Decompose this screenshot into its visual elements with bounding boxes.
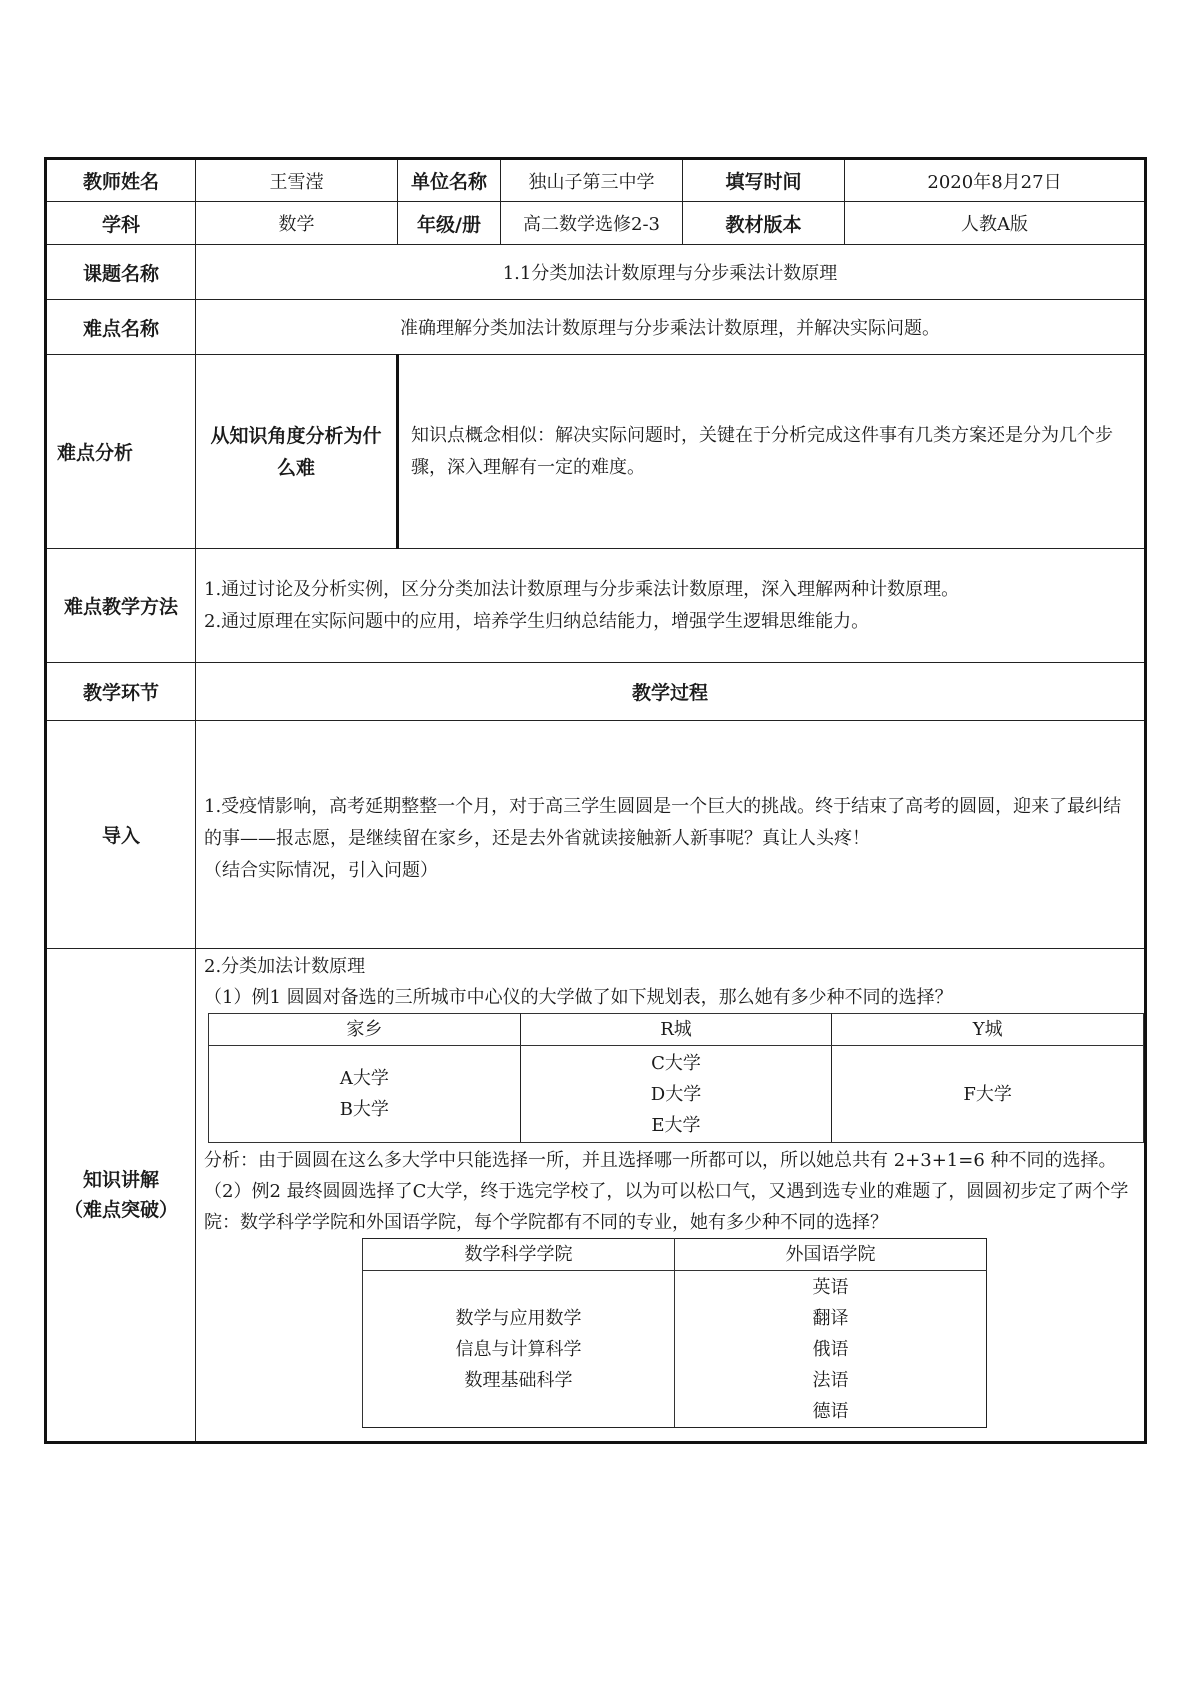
knowledge-sub-label: （难点突破） <box>63 1199 178 1221</box>
knowledge-label-cell <box>46 949 196 1443</box>
table1-cell: A大学 <box>339 1068 389 1089</box>
grade-label: 年级/册 <box>398 202 501 245</box>
unit-value: 独山子第三中学 <box>501 159 683 202</box>
method-label: 难点教学方法 <box>46 549 196 663</box>
intro-text: 1.受疫情影响，高考延期整整一个月，对于高三学生圆圆是一个巨大的挑战。终于结束了高考的圆圆，迎来了最纠结的事——报志愿，是继续留在家乡，还是去外省就读接触新人新事呢？真让人头疼！ <box>204 795 1122 849</box>
example-1-text: （1）例1 圆圆对备选的三所城市中心仪的大学做了如下规划表，那么她有多少种不同的选择？ <box>204 987 953 1008</box>
difficulty-value: 准确理解分类加法计数原理与分步乘法计数原理，并解决实际问题。 <box>196 300 1146 355</box>
edition-value: 人教A版 <box>845 202 1146 245</box>
table2-column <box>363 1271 675 1428</box>
table1-header: R城 <box>520 1014 832 1046</box>
subject-label: 学科 <box>46 202 196 245</box>
process-stage-label: 教学环节 <box>46 663 196 721</box>
analysis-1-text: 分析：由于圆圆在这么多大学中只能选择一所，并且选择哪一所都可以，所以她总共有 2+3+1=6 种不同的选择。 <box>204 1150 1117 1171</box>
table1-column <box>520 1046 832 1143</box>
table2-cell: 信息与计算科学 <box>455 1338 582 1360</box>
major-choice-table <box>362 1238 987 1428</box>
intro-content <box>196 721 1146 949</box>
university-plan-table <box>208 1013 1144 1143</box>
knowledge-label: 知识讲解 <box>82 1169 159 1191</box>
table2-header: 数学科学学院 <box>363 1239 675 1271</box>
process-header: 教学过程 <box>196 663 1146 721</box>
table1-header: Y城 <box>832 1014 1144 1046</box>
teacher-label: 教师姓名 <box>46 159 196 202</box>
table2-cell: 英语 <box>812 1276 849 1298</box>
table1-column <box>209 1046 521 1143</box>
table2-cell: 数学与应用数学 <box>455 1307 582 1329</box>
table1-column <box>832 1046 1144 1143</box>
table2-header: 外国语学院 <box>675 1239 987 1271</box>
table2-cell: 德语 <box>812 1400 849 1422</box>
method-line-1: 1.通过讨论及分析实例，区分分类加法计数原理与分步乘法计数原理，深入理解两种计数原理。 <box>204 578 960 600</box>
analysis-text: 知识点概念相似：解决实际问题时，关键在于分析完成这件事有几类方案还是分为几个步骤，深入理解有一定的难度。 <box>398 355 1146 549</box>
table1-cell: D大学 <box>650 1083 702 1105</box>
teacher-value: 王雪滢 <box>196 159 398 202</box>
edition-label: 教材版本 <box>683 202 845 245</box>
table1-cell: E大学 <box>651 1114 701 1136</box>
method-line-2: 2.通过原理在实际问题中的应用，培养学生归纳总结能力，增强学生逻辑思维能力。 <box>204 610 870 632</box>
lesson-plan-table <box>44 157 1147 1444</box>
method-content <box>196 549 1146 663</box>
date-label: 填写时间 <box>683 159 845 202</box>
knowledge-content <box>196 949 1146 1443</box>
table1-cell: B大学 <box>339 1099 389 1120</box>
analysis-label: 难点分析 <box>46 355 196 549</box>
table2-cell: 俄语 <box>812 1338 849 1360</box>
unit-label: 单位名称 <box>398 159 501 202</box>
table2-cell: 数理基础科学 <box>464 1369 573 1391</box>
table2-cell: 法语 <box>812 1369 849 1391</box>
grade-value: 高二数学选修2-3 <box>501 202 683 245</box>
topic-label: 课题名称 <box>46 245 196 300</box>
knowledge-title: 2.分类加法计数原理 <box>204 956 366 977</box>
table2-column <box>675 1271 987 1428</box>
subject-value: 数学 <box>196 202 398 245</box>
table2-cell: 翻译 <box>812 1307 849 1329</box>
table1-header: 家乡 <box>209 1014 521 1046</box>
table1-cell: F大学 <box>963 1083 1012 1105</box>
intro-note: （结合实际情况，引入问题） <box>204 859 438 881</box>
intro-label: 导入 <box>46 721 196 949</box>
analysis-sub-label: 从知识角度分析为什么难 <box>196 355 398 549</box>
date-value: 2020年8月27日 <box>845 159 1146 202</box>
example-2-text: （2）例2 最终圆圆选择了C大学，终于选完学校了，以为可以松口气，又遇到选专业的难题了，圆圆初步定了两个学院：数学科学学院和外国语学院，每个学院都有不同的专业，她有多少种不同的选择？ <box>204 1181 1129 1233</box>
table1-cell: C大学 <box>651 1052 701 1074</box>
difficulty-label: 难点名称 <box>46 300 196 355</box>
topic-value: 1.1分类加法计数原理与分步乘法计数原理 <box>196 245 1146 300</box>
